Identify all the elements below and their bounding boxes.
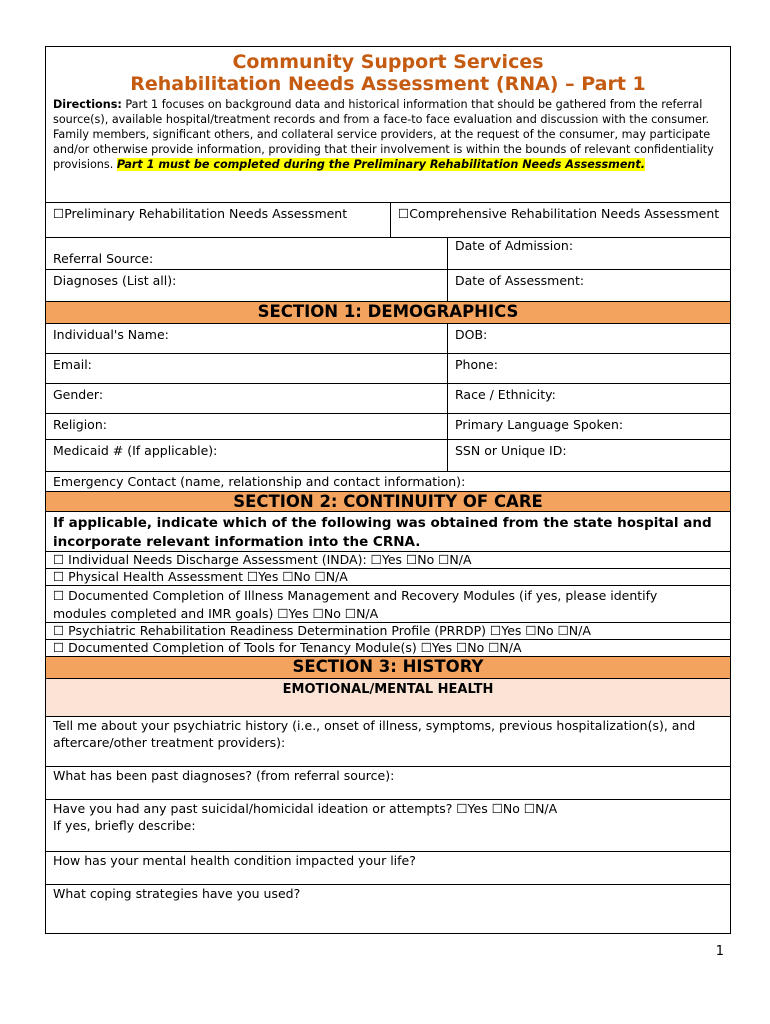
pha-checkbox-line[interactable]: ☐ Physical Health Assessment ☐Yes ☐No ☐N/A bbox=[53, 569, 348, 584]
impact-row bbox=[46, 852, 730, 885]
inda-checkbox-line[interactable]: ☐ Individual Needs Discharge Assessment (INDA): ☐Yes ☐No ☐N/A bbox=[53, 552, 472, 567]
imr-checkbox-line-2[interactable]: modules completed and IMR goals) ☐Yes ☐No ☐N/A bbox=[53, 606, 379, 621]
preliminary-checkbox[interactable]: ☐Preliminary Rehabilitation Needs Assessment bbox=[46, 203, 391, 237]
mental-health-band bbox=[46, 679, 730, 717]
rna-form bbox=[45, 46, 731, 934]
name-row bbox=[46, 324, 730, 354]
coping-question[interactable]: What coping strategies have you used? bbox=[53, 886, 301, 901]
comprehensive-checkbox[interactable]: ☐Comprehensive Rehabilitation Needs Assessment bbox=[398, 206, 720, 221]
email-field[interactable]: Email: bbox=[46, 354, 448, 383]
date-admission-field[interactable]: Date of Admission: bbox=[455, 238, 574, 253]
referral-row bbox=[46, 238, 730, 270]
header-block bbox=[46, 47, 730, 203]
imr-row bbox=[46, 586, 730, 623]
page-number: 1 bbox=[715, 944, 724, 959]
emergency-row bbox=[46, 472, 730, 492]
medicaid-row bbox=[46, 440, 730, 472]
tenancy-checkbox-line[interactable]: ☐ Documented Completion of Tools for Tenancy Module(s) ☐Yes ☐No ☐N/A bbox=[53, 640, 522, 655]
inda-row bbox=[46, 552, 730, 569]
form-title bbox=[46, 51, 730, 95]
directions-text bbox=[53, 97, 720, 172]
psych-history-row bbox=[46, 717, 730, 767]
suicidal-question[interactable]: Have you had any past suicidal/homicidal ideation or attempts? ☐Yes ☐No ☐N/A bbox=[53, 801, 558, 816]
individual-name-field[interactable]: Individual's Name: bbox=[46, 324, 448, 353]
language-field[interactable]: Primary Language Spoken: bbox=[455, 417, 624, 432]
prrdp-checkbox-line[interactable]: ☐ Psychiatric Rehabilitation Readiness Determination Profile (PRRDP) ☐Yes ☐No ☐N/A bbox=[53, 623, 591, 638]
diagnoses-row bbox=[46, 270, 730, 302]
section2-intro: If applicable, indicate which of the following was obtained from the state hospital and incorporate relevant information into the CRNA. bbox=[53, 515, 712, 550]
title-line-2: Rehabilitation Needs Assessment (RNA) – Part 1 bbox=[130, 73, 646, 95]
gender-field[interactable]: Gender: bbox=[46, 384, 448, 413]
section1-header: SECTION 1: DEMOGRAPHICS bbox=[46, 302, 730, 324]
phone-field[interactable]: Phone: bbox=[455, 357, 498, 372]
diagnoses-field[interactable]: Diagnoses (List all): bbox=[46, 270, 448, 301]
religion-field[interactable]: Religion: bbox=[46, 414, 448, 439]
prrdp-row bbox=[46, 623, 730, 640]
email-row bbox=[46, 354, 730, 384]
impact-question[interactable]: How has your mental health condition impacted your life? bbox=[53, 853, 416, 868]
race-field[interactable]: Race / Ethnicity: bbox=[455, 387, 556, 402]
section2-intro-row bbox=[46, 512, 730, 552]
pha-row bbox=[46, 569, 730, 586]
coping-row bbox=[46, 885, 730, 935]
referral-source-field[interactable]: Referral Source: bbox=[46, 238, 448, 269]
tenancy-row bbox=[46, 640, 730, 657]
assessment-type-row bbox=[46, 203, 730, 238]
psych-history-question[interactable]: Tell me about your psychiatric history (i.e., onset of illness, symptoms, previous hospitalization(s), and aftercare/other treatment providers): bbox=[53, 718, 696, 750]
gender-row bbox=[46, 384, 730, 414]
directions-body: Part 1 focuses on background data and historical information that should be gathered from the referral source(s), available hospital/treatment records and from a face-to face evaluation and discussion with the consumer. Family members, significant others, and collateral service providers, at the request of the consumer, may participate and/or otherwise provide information, providing that their involvement is within the bounds of relevant confidentiality provisions. bbox=[53, 98, 714, 171]
medicaid-field[interactable]: Medicaid # (If applicable): bbox=[46, 440, 448, 471]
past-diagnoses-question[interactable]: What has been past diagnoses? (from referral source): bbox=[53, 768, 395, 783]
ssn-field[interactable]: SSN or Unique ID: bbox=[455, 443, 567, 458]
suicidal-row bbox=[46, 800, 730, 852]
past-diagnoses-row bbox=[46, 767, 730, 800]
dob-field[interactable]: DOB: bbox=[455, 327, 488, 342]
directions-highlight: Part 1 must be completed during the Preliminary Rehabilitation Needs Assessment. bbox=[116, 158, 645, 171]
imr-checkbox-line[interactable]: ☐ Documented Completion of Illness Management and Recovery Modules (if yes, please identify bbox=[53, 588, 658, 603]
suicidal-describe[interactable]: If yes, briefly describe: bbox=[53, 818, 196, 833]
title-line-1: Community Support Services bbox=[232, 51, 544, 73]
section3-header: SECTION 3: HISTORY bbox=[46, 657, 730, 679]
mental-health-subtitle: EMOTIONAL/MENTAL HEALTH bbox=[282, 682, 494, 697]
emergency-contact-field[interactable]: Emergency Contact (name, relationship and contact information): bbox=[53, 474, 466, 489]
directions-label: Directions: bbox=[53, 98, 122, 111]
religion-row bbox=[46, 414, 730, 440]
section2-header: SECTION 2: CONTINUITY OF CARE bbox=[46, 492, 730, 512]
date-assessment-field[interactable]: Date of Assessment: bbox=[455, 273, 585, 288]
